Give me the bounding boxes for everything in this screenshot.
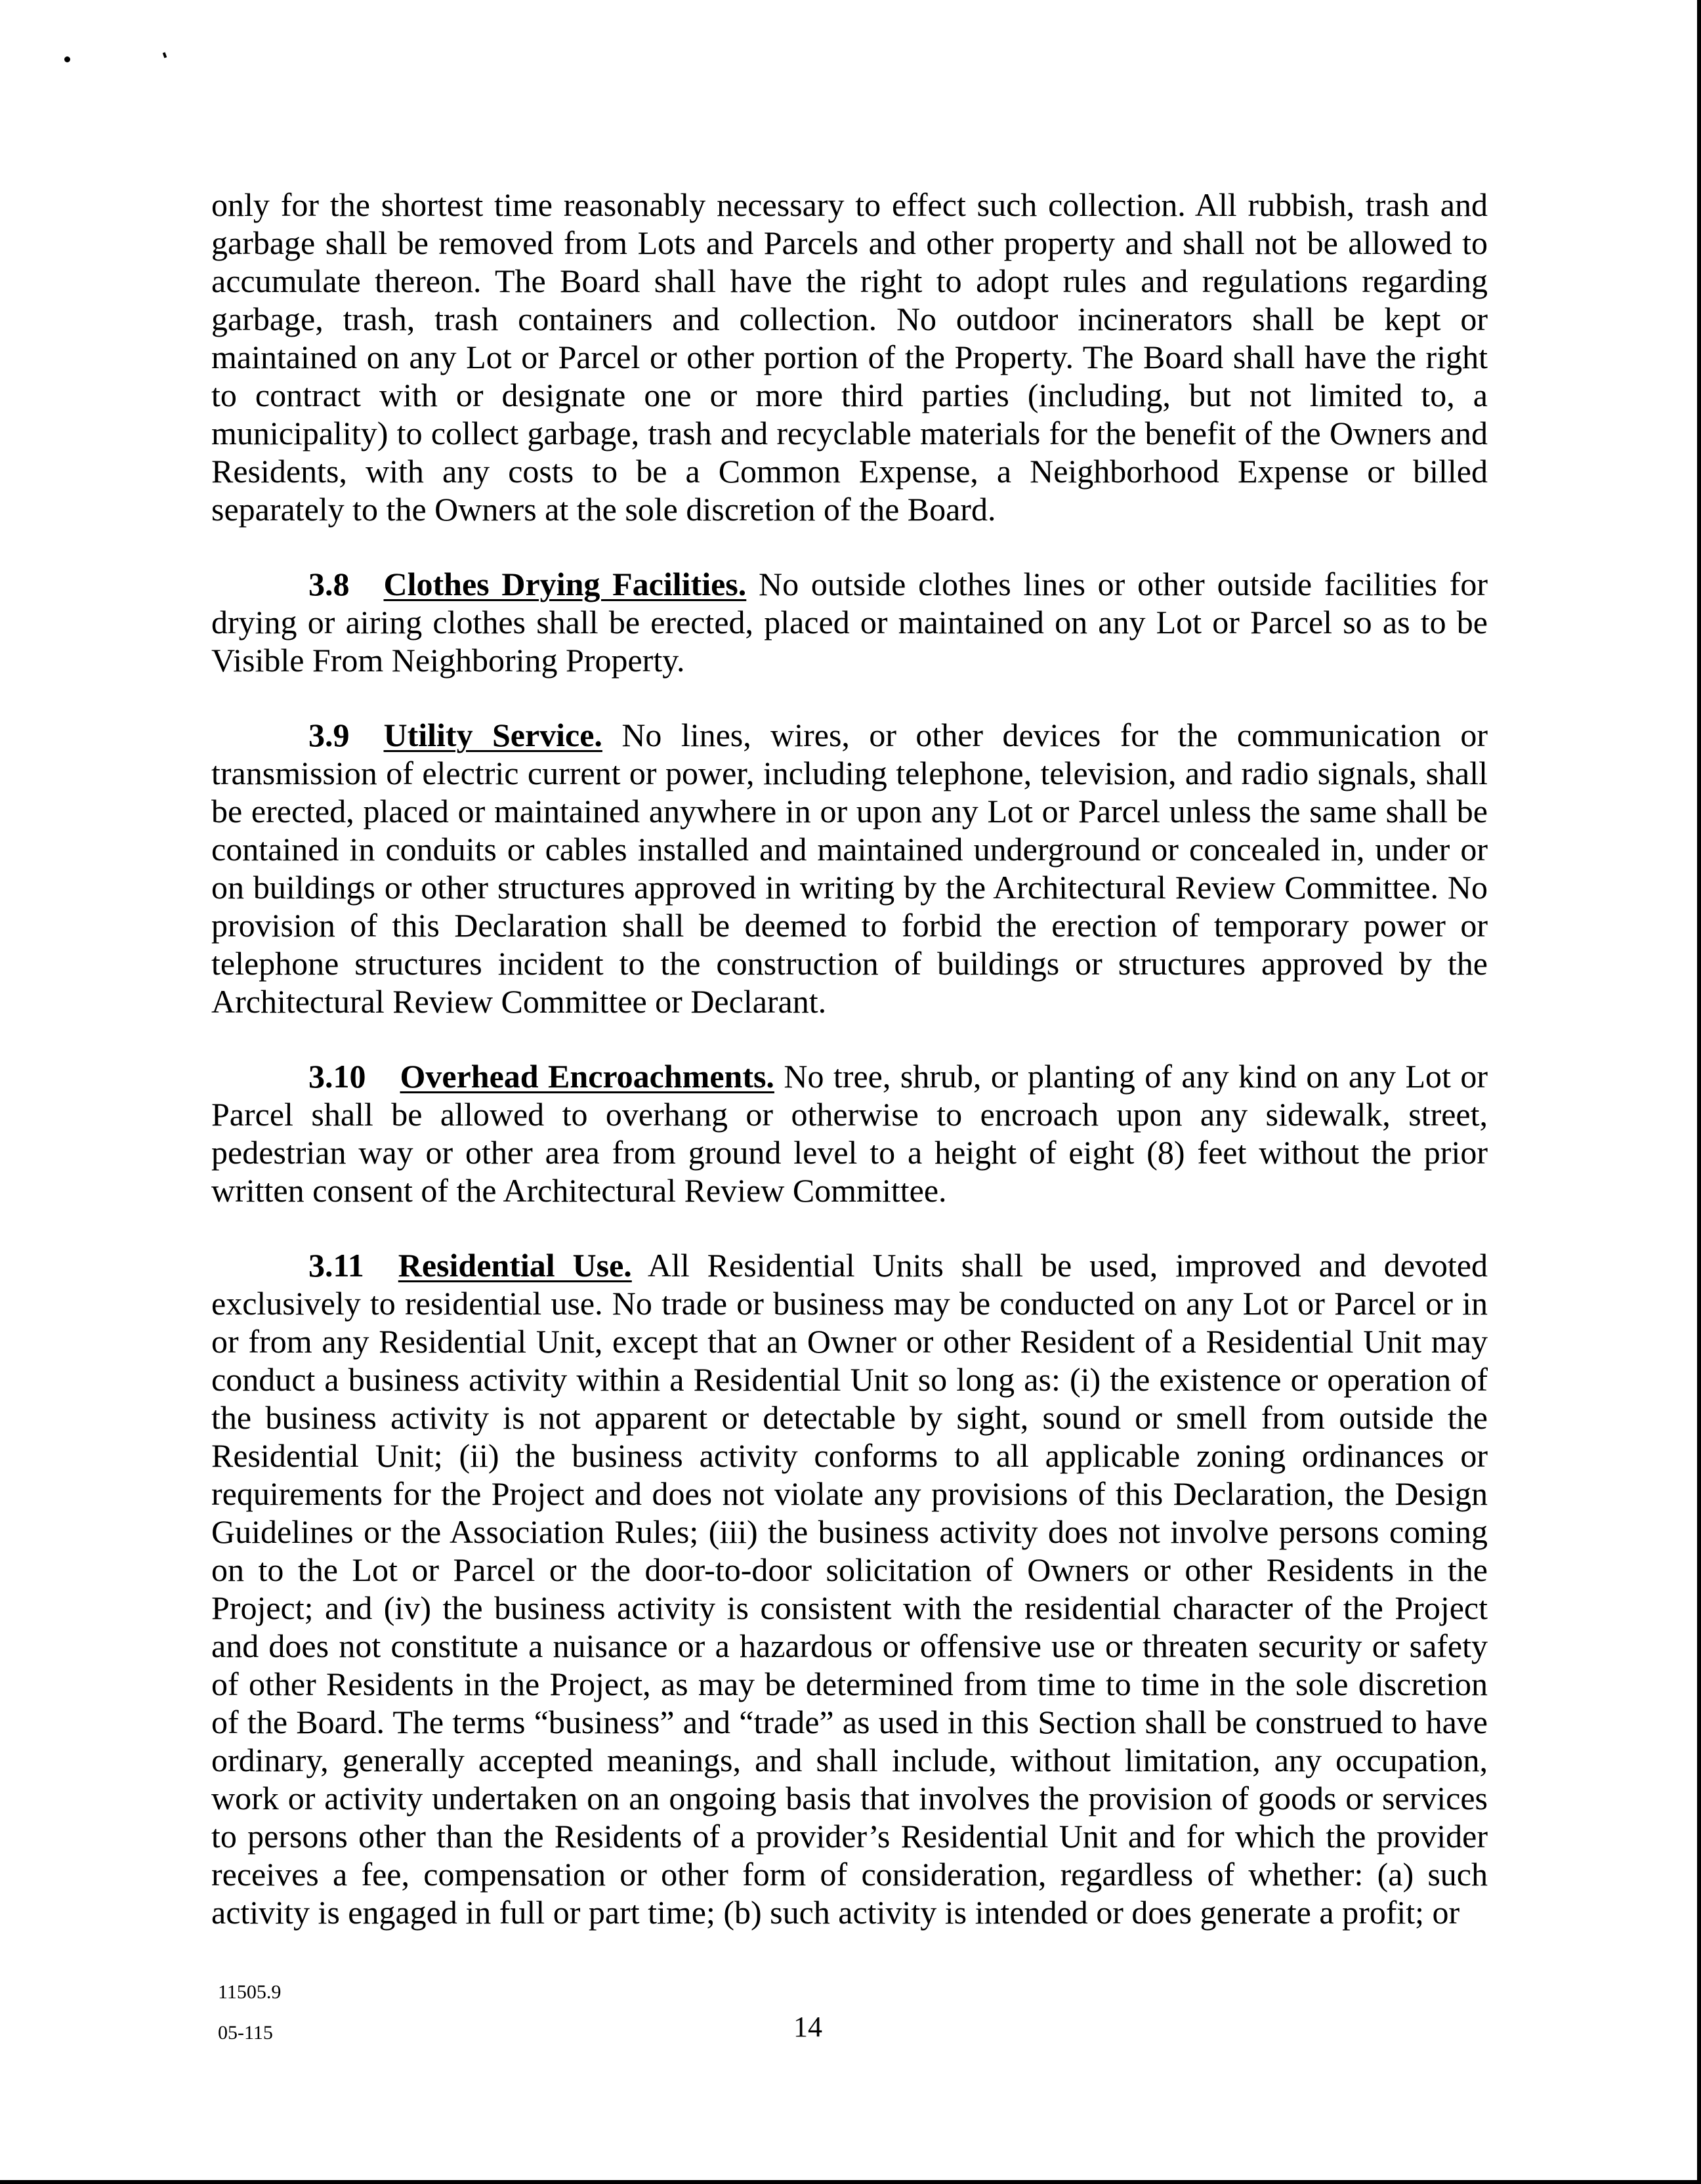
scan-speck-tick xyxy=(163,52,167,58)
scan-border-bottom xyxy=(0,2180,1701,2184)
section-title: Residential Use. xyxy=(398,1247,632,1284)
section-3-10 xyxy=(211,1057,1488,1209)
section-body: No lines, wires, or other devices for the communication or transmission of electric current or power, including telephone, television, and radio signals, shall be erected, placed or maintained anywhere in or upon any Lot or Parcel unless the same shall be contained in conduits or cables installed and maintained underground or concealed in, under or on buildings or other structures approved in writing by the Architectural Review Committee. No provision of this Declaration shall be deemed to forbid the erection of temporary power or telephone structures incident to the construction of buildings or structures approved by the Architectural Review Committee or Declarant. xyxy=(211,717,1488,1020)
section-title: Utility Service. xyxy=(383,717,602,753)
scan-speck-dot xyxy=(64,56,70,62)
section-title: Clothes Drying Facilities. xyxy=(383,566,747,602)
section-body: All Residential Units shall be used, improved and devoted exclusively to residential use. No trade or business may be conducted on any Lot or Parcel or in or from any Residential Unit, except that an Owner or other Resident of a Residential Unit may conduct a business activity within a Residential Unit so long as: (i) the existence or operation of the business activity is not apparent or detectable by sight, sound or smell from outside the Residential Unit; (ii) the business activity conforms to all applicable zoning ordinances or requirements for the Project and does not violate any provisions of this Declaration, the Design Guidelines or the Association Rules; (iii) the business activity does not involve persons coming on to the Lot or Parcel or the door-to-door solicitation of Owners or other Residents in the Project; and (iv) the business activity is consistent with the residential character of the Project and does not constitute a nuisance or a hazardous or offensive use or threaten security or safety of other Residents in the Project, as may be determined from time to time in the sole discretion of the Board. The terms “business” and “trade” as used in this Section shall be construed to have ordinary, generally accepted meanings, and shall include, without limitation, any occupation, work or activity undertaken on an ongoing basis that involves the provision of goods or services to persons other than the Residents of a provider’s Residential Unit and for which the provider receives a fee, compensation or other form of consideration, regardless of whether: (a) such activity is engaged in full or part time; (b) such activity is intended or does generate a profit; or xyxy=(211,1247,1488,1931)
section-title: Overhead Encroachments. xyxy=(400,1058,774,1095)
page-number: 14 xyxy=(793,2011,822,2043)
section-body: No outside clothes lines or other outside facilities for drying or airing clothes shall be erected, placed or maintained on any Lot or Parcel so as to be Visible From Neighboring Property. xyxy=(211,566,1488,679)
section-3-11 xyxy=(211,1246,1488,1931)
section-body: No tree, shrub, or planting of any kind on any Lot or Parcel shall be allowed to overhang or otherwise to encroach upon any sidewalk, street, pedestrian way or other area from ground level to a height of eight (8) feet without the prior written consent of the Architectural Review Committee. xyxy=(211,1058,1488,1209)
document-body xyxy=(211,186,1488,1931)
section-3-8 xyxy=(211,565,1488,679)
section-number: 3.11 xyxy=(308,1247,364,1284)
footer-doc-code: 05-115 xyxy=(218,2022,273,2044)
section-3-9 xyxy=(211,716,1488,1020)
section-number: 3.10 xyxy=(308,1058,366,1095)
section-number: 3.9 xyxy=(308,717,350,753)
scan-border-right xyxy=(1697,0,1701,2184)
opening-paragraph: only for the shortest time reasonably necessary to effect such collection. All rubbish, trash and garbage shall be removed from Lots and Parcels and other property and shall not be allowed to accumulate thereon. The Board shall have the right to adopt rules and regulations regarding garbage, trash, trash containers and collection. No outdoor incinerators shall be kept or maintained on any Lot or Parcel or other portion of the Property. The Board shall have the right to contract with or designate one or more third parties (including, but not limited to, a municipality) to collect garbage, trash and recyclable materials for the benefit of the Owners and Residents, with any costs to be a Common Expense, a Neighborhood Expense or billed separately to the Owners at the sole discretion of the Board. xyxy=(211,186,1488,528)
section-number: 3.8 xyxy=(308,566,350,602)
footer-doc-number: 11505.9 xyxy=(218,1981,282,2003)
